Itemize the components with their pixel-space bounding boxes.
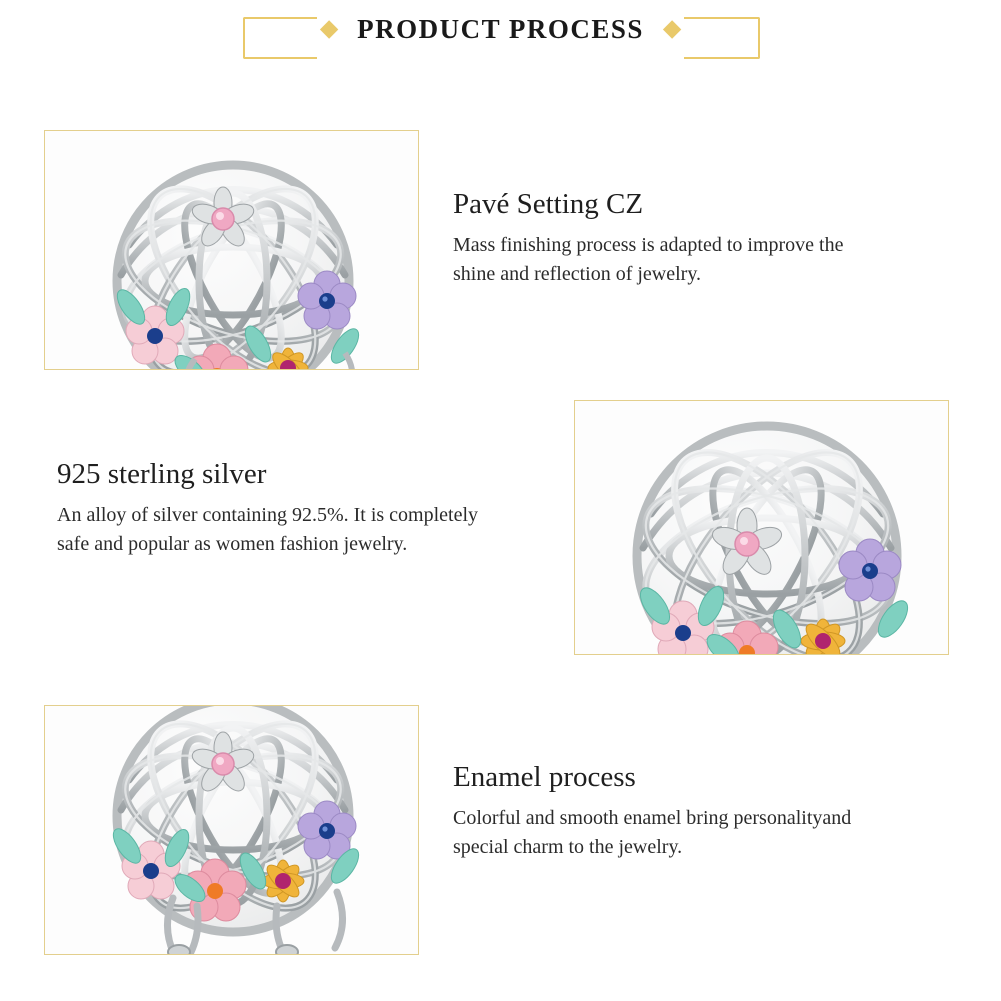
feature-title: Enamel process <box>453 761 636 793</box>
feature-text <box>453 705 883 862</box>
feature-row <box>57 400 949 655</box>
header-bracket-left <box>243 17 289 59</box>
feature-description: An alloy of silver containing 92.5%. It is completely safe and popular as women fashion jewelry. <box>57 504 479 555</box>
header-rule-right <box>684 17 714 59</box>
feature-row <box>44 130 883 370</box>
feature-description: Colorful and smooth enamel bring personalityand special charm to the jewelry. <box>453 807 852 858</box>
diamond-icon <box>663 20 681 38</box>
charm-illustration <box>45 706 419 955</box>
feature-text <box>57 400 512 559</box>
feature-title: Pavé Setting CZ <box>453 188 644 220</box>
feature-description: Mass finishing process is adapted to improve the shine and reflection of jewelry. <box>453 234 844 285</box>
feature-title: 925 sterling silver <box>57 458 267 490</box>
header-bracket-right <box>714 17 760 59</box>
product-image <box>574 400 949 655</box>
charm-illustration <box>45 131 419 370</box>
feature-row <box>44 705 883 955</box>
product-image <box>44 130 419 370</box>
product-image <box>44 705 419 955</box>
page-title: PRODUCT PROCESS <box>357 14 644 44</box>
header-rule-left <box>287 17 317 59</box>
charm-illustration <box>575 401 949 655</box>
page-header <box>0 0 1001 90</box>
feature-text <box>453 130 883 289</box>
